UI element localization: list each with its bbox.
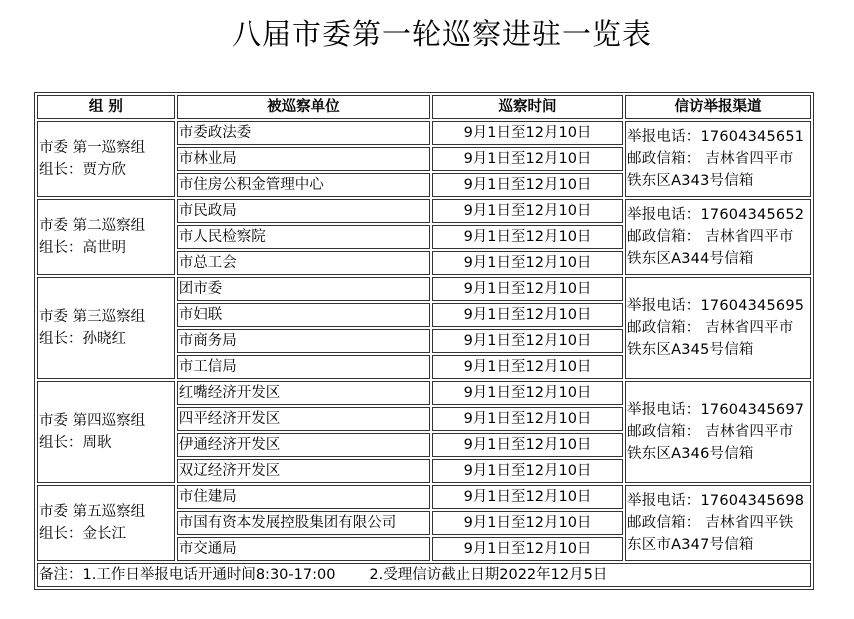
mailbox-line: 邮政信箱： 吉林省四平市 [627,229,794,245]
time-cell: 9月1日至12月10日 [432,381,623,405]
table-row [37,485,811,509]
note-cell [37,563,811,587]
note-row [37,563,811,587]
note-deadline: 2.受理信访截止日期2022年12月5日 [369,567,608,583]
mailbox-line: 东区市A347号信箱 [627,537,754,553]
page-title: 八届市委第一轮巡察进驻一览表 [231,17,652,51]
unit-cell: 市国有资本发展控股集团有限公司 [177,511,430,535]
mailbox-line: 邮政信箱： 吉林省四平市 [627,320,794,336]
report-phone: 举报电话：17604345652 [627,207,805,223]
time-cell: 9月1日至12月10日 [432,355,623,379]
time-cell: 9月1日至12月10日 [432,329,623,353]
table-row [37,199,811,223]
group-cell [37,485,175,561]
time-cell: 9月1日至12月10日 [432,173,623,197]
table-row [37,277,811,301]
time-cell: 9月1日至12月10日 [432,121,623,145]
report-phone: 举报电话：17604345695 [627,298,805,314]
channel-cell [625,199,811,275]
mailbox-line: 铁东区A344号信箱 [627,251,754,267]
mailbox-line: 邮政信箱： 吉林省四平市 [627,424,794,440]
header-channel: 信访举报渠道 [625,95,811,119]
table-row [37,121,811,145]
unit-cell: 四平经济开发区 [177,407,430,431]
unit-cell: 市住房公积金管理中心 [177,173,430,197]
time-cell: 9月1日至12月10日 [432,147,623,171]
unit-cell: 红嘴经济开发区 [177,381,430,405]
unit-cell: 团市委 [177,277,430,301]
unit-cell: 伊通经济开发区 [177,433,430,457]
header-unit: 被巡察单位 [177,95,430,119]
note-hours: 备注：1.工作日举报电话开通时间8:30-17:00 [39,567,336,583]
unit-cell: 市妇联 [177,303,430,327]
unit-cell: 双辽经济开发区 [177,459,430,483]
group-name: 市委 第四巡察组 [39,413,146,429]
group-cell [37,277,175,379]
report-phone: 举报电话：17604345651 [627,129,805,145]
time-cell: 9月1日至12月10日 [432,511,623,535]
group-name: 市委 第五巡察组 [39,504,146,520]
group-leader: 组长：贾方欣 [39,162,126,178]
header-time: 巡察时间 [432,95,623,119]
time-cell: 9月1日至12月10日 [432,277,623,301]
mailbox-line: 铁东区A345号信箱 [627,342,754,358]
report-phone: 举报电话：17604345698 [627,493,805,509]
time-cell: 9月1日至12月10日 [432,225,623,249]
channel-cell [625,121,811,197]
unit-cell: 市民政局 [177,199,430,223]
group-name: 市委 第二巡察组 [39,218,146,234]
group-cell [37,199,175,275]
channel-cell [625,381,811,483]
unit-cell: 市人民检察院 [177,225,430,249]
group-leader: 组长：周耿 [39,435,112,451]
report-phone: 举报电话：17604345697 [627,402,805,418]
unit-cell: 市住建局 [177,485,430,509]
mailbox-line: 邮政信箱： 吉林省四平市 [627,151,794,167]
header-group: 组 别 [37,95,175,119]
channel-cell [625,277,811,379]
unit-cell: 市林业局 [177,147,430,171]
time-cell: 9月1日至12月10日 [432,407,623,431]
unit-cell: 市工信局 [177,355,430,379]
table-row [37,381,811,405]
mailbox-line: 邮政信箱： 吉林省四平铁 [627,515,794,531]
unit-cell: 市商务局 [177,329,430,353]
group-name: 市委 第一巡察组 [39,140,146,156]
unit-cell: 市交通局 [177,537,430,561]
time-cell: 9月1日至12月10日 [432,485,623,509]
time-cell: 9月1日至12月10日 [432,199,623,223]
mailbox-line: 铁东区A343号信箱 [627,173,754,189]
channel-cell [625,485,811,561]
time-cell: 9月1日至12月10日 [432,537,623,561]
time-cell: 9月1日至12月10日 [432,303,623,327]
time-cell: 9月1日至12月10日 [432,433,623,457]
unit-cell: 市委政法委 [177,121,430,145]
group-name: 市委 第三巡察组 [39,309,146,325]
group-leader: 组长：孙晓红 [39,331,126,347]
group-cell [37,381,175,483]
time-cell: 9月1日至12月10日 [432,459,623,483]
group-leader: 组长：高世明 [39,240,126,256]
unit-cell: 市总工会 [177,251,430,275]
mailbox-line: 铁东区A346号信箱 [627,446,754,462]
inspection-table [34,92,814,590]
group-cell [37,121,175,197]
header-row [37,95,811,119]
time-cell: 9月1日至12月10日 [432,251,623,275]
group-leader: 组长：金长江 [39,526,126,542]
